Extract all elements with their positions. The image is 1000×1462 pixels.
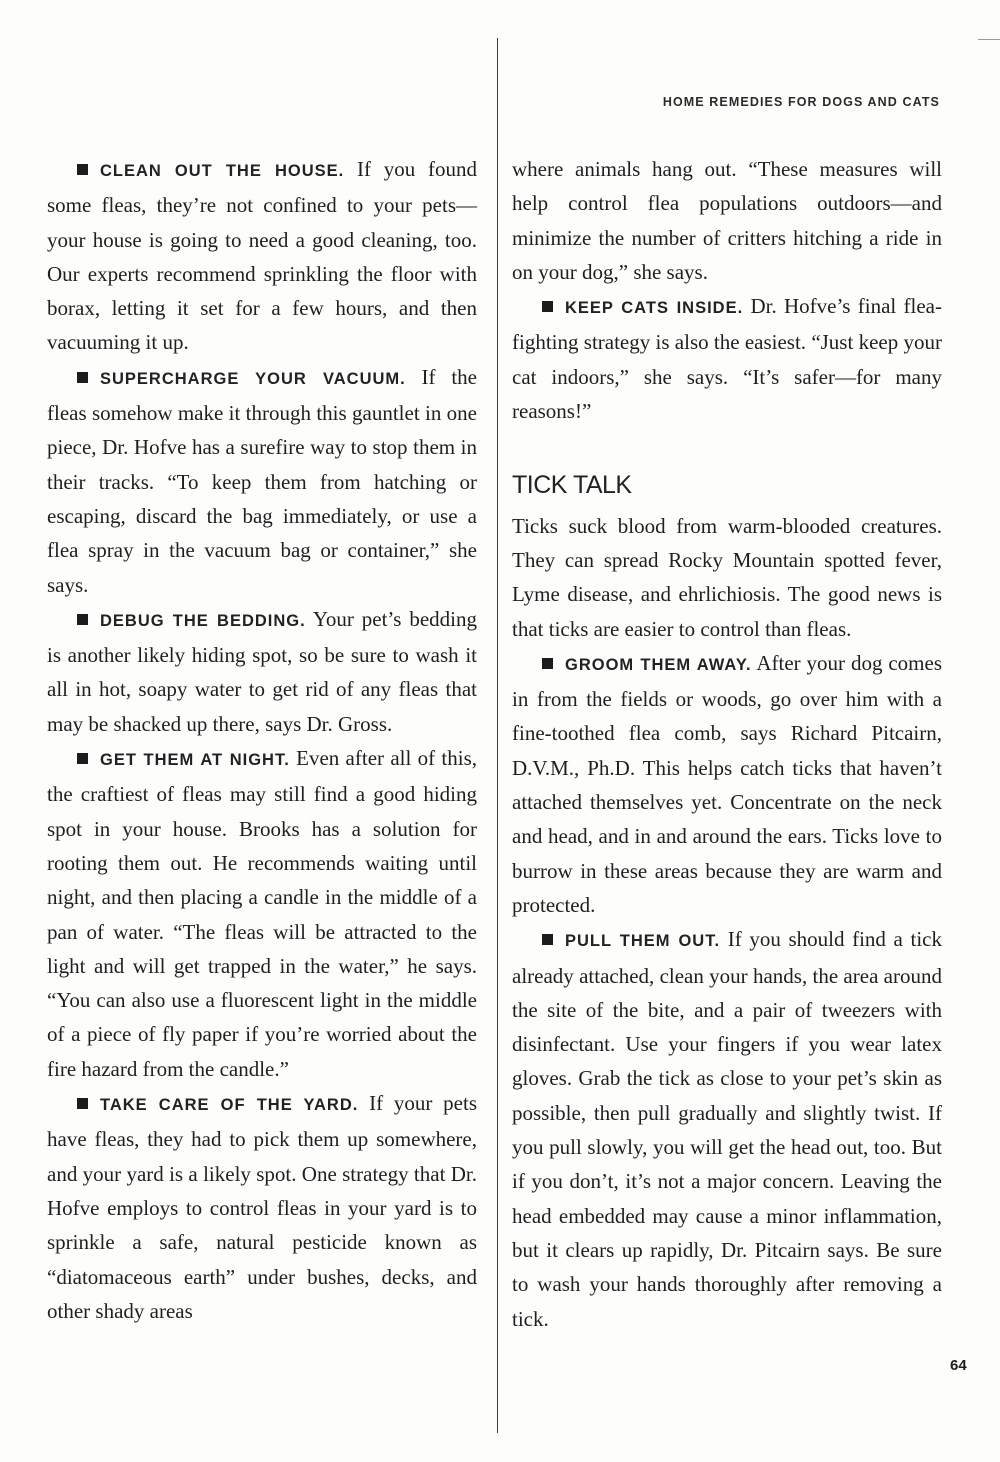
- tip-paragraph: [47, 1086, 477, 1328]
- tip-text: After your dog comes in from the fields or woods, go over him with a fine-toothed flea comb, says Richard Pitcairn, D.V.M., Ph.D. This helps catch ticks that haven’t attached themselves yet. Concentrate on the neck and head, and in and around the ears. Ticks love to burrow in these areas because they are warm and protected.: [512, 650, 943, 917]
- tip-paragraph: [47, 152, 477, 360]
- column-divider: [497, 38, 498, 1433]
- tip-paragraph: [47, 741, 477, 1086]
- page-number: 64: [950, 1357, 967, 1374]
- tip-text: If you should find a tick already attached, clean your hands, the area around the site of the bite, and a pair of tweezers with disinfectant. Use your fingers if you wear latex gloves. Grab the tick as close to your pet’s skin as possible, then pull gradually and slightly twist. If you pull slowly, you will get the head out, too. But if you don’t, it’s not a major concern. Leaving the head embedded may cause a minor inflammation, but it clears up rapidly, Dr. Pitcairn says. Be sure to wash your hands thoroughly after removing a tick.: [512, 927, 943, 1331]
- tip-text: If you found some fleas, they’re not confined to your pets—your house is going to need a good cleaning, too. Our experts recommend sprinkling the floor with borax, letting it set for a few hours, and then vacuuming it up.: [47, 157, 477, 355]
- tip-heading: TAKE CARE OF THE YARD.: [100, 1096, 359, 1115]
- tip-text: If your pets have fleas, they had to pick them up somewhere, and your yard is a likely spot. One strategy that Dr. Hofve employs to control fleas in your yard is to sprinkle a safe, natural pesticide known as “diatomaceous earth” under bushes, decks, and other shady areas: [47, 1091, 477, 1323]
- square-bullet-icon: [77, 164, 88, 175]
- tip-text: If the fleas somehow make it through this gauntlet in one piece, Dr. Hofve has a surefire way to stop them in their tracks. “To keep them from hatching or escaping, discard the bag immediately, or use a flea spray in the vacuum bag or container,” she says.: [47, 364, 477, 597]
- square-bullet-icon: [77, 1098, 88, 1109]
- tip-paragraph: [47, 360, 477, 602]
- right-column: [512, 152, 942, 1336]
- section-intro: Ticks suck blood from warm-blooded creatures. They can spread Rocky Mountain spotted fever, Lyme disease, and ehrlichiosis. The good news is that ticks are easier to control than fleas.: [512, 513, 942, 641]
- section-heading: TICK TALK: [512, 471, 632, 500]
- tip-paragraph: [512, 289, 942, 428]
- tip-text: Your pet’s bedding is another likely hiding spot, so be sure to wash it all in hot, soapy water to get rid of any fleas that may be shacked up there, says Dr. Gross.: [47, 606, 477, 736]
- square-bullet-icon: [77, 753, 88, 764]
- square-bullet-icon: [542, 934, 553, 945]
- tip-heading: KEEP CATS INSIDE.: [565, 299, 744, 318]
- square-bullet-icon: [542, 301, 553, 312]
- continued-paragraph: where animals hang out. “These measures will help control flea populations outdoors—and minimize the number of critters hitching a ride in on your dog,” she says.: [512, 157, 942, 284]
- tip-heading: GET THEM AT NIGHT.: [100, 751, 290, 770]
- tip-paragraph: [512, 646, 942, 922]
- tip-paragraph: [512, 922, 942, 1336]
- square-bullet-icon: [77, 372, 88, 383]
- tip-heading: CLEAN OUT THE HOUSE.: [100, 162, 345, 180]
- tip-heading: GROOM THEM AWAY.: [565, 655, 752, 674]
- scan-edge-mark: [978, 39, 1000, 40]
- tip-heading: SUPERCHARGE YOUR VACUUM.: [100, 369, 406, 388]
- running-head: HOME REMEDIES FOR DOGS AND CATS: [662, 95, 940, 109]
- tip-paragraph: [47, 602, 477, 741]
- tip-text: Even after all of this, the craftiest of fleas may still find a good hiding spot in your house. Brooks has a solution for rooting them out. He recommends waiting until night, and then placing a candle in the middle of a pan of water. “The fleas will be attracted to the light and will get trapped in the water,” he says. “You can also use a fluorescent light in the middle of a piece of fly paper if you’re worried about the fire hazard from the candle.”: [47, 746, 477, 1081]
- left-column: [47, 152, 477, 1328]
- tip-heading: PULL THEM OUT.: [565, 932, 721, 951]
- square-bullet-icon: [542, 658, 553, 669]
- tip-heading: DEBUG THE BEDDING.: [100, 611, 306, 630]
- tip-text: Dr. Hofve’s final flea-fighting strategy is also the easiest. “Just keep your cat indoors,” she says. “It’s safer—for many reasons!”: [512, 294, 942, 424]
- square-bullet-icon: [77, 614, 88, 625]
